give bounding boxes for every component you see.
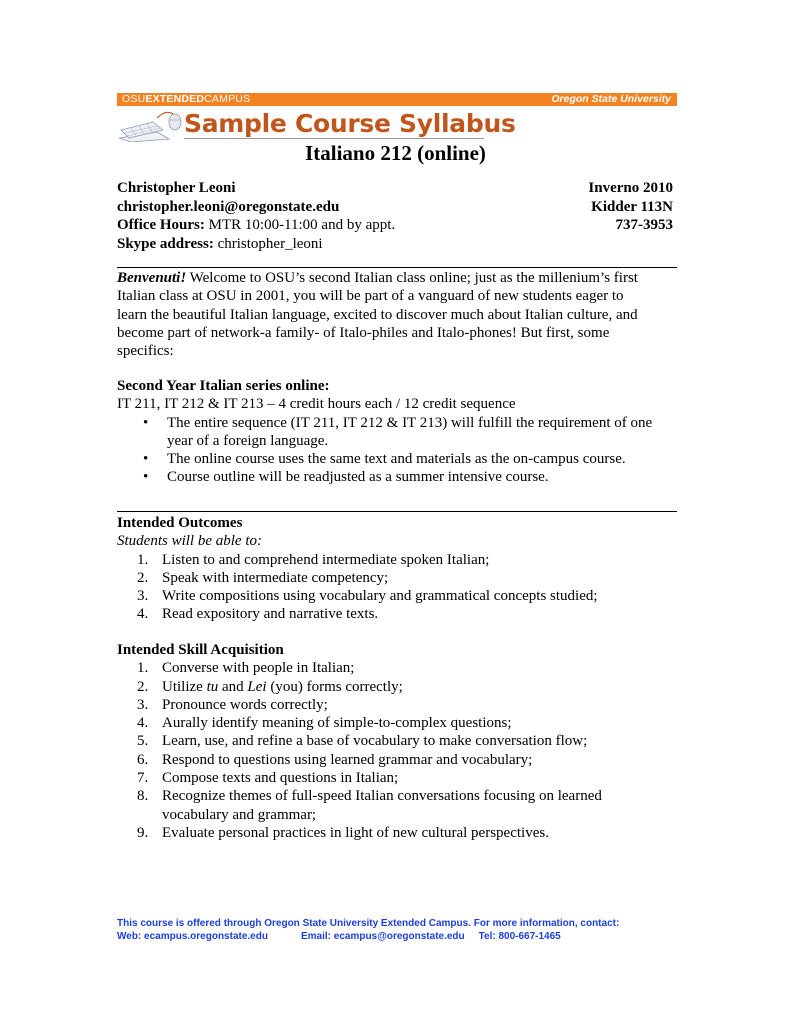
welcome-line: learn the beautiful Italian language, excited to discover much about Italian culture, and bbox=[117, 306, 638, 323]
list-item: 4. Aurally identify meaning of simple-to-complex questions; bbox=[137, 715, 512, 732]
welcome-line: Italian class at OSU in 2001, you will be part of a vanguard of new students eager to bbox=[117, 288, 624, 305]
list-item: 3. Write compositions using vocabulary and grammatical concepts studied; bbox=[137, 588, 598, 605]
footer-line: This course is offered through Oregon State University Extended Campus. For more information, contact: bbox=[117, 918, 620, 929]
keyboard-mouse-icon bbox=[117, 108, 185, 142]
skype-address: Skype address: christopher_leoni bbox=[117, 235, 323, 252]
series-bullet-list bbox=[117, 414, 677, 487]
osu-extended-campus-logo: OSUEXTENDEDCAMPUS bbox=[122, 93, 251, 105]
welcome-line: specifics: bbox=[117, 343, 174, 360]
welcome-paragraph bbox=[117, 269, 677, 360]
welcome-greeting: Benvenuti! bbox=[117, 270, 187, 286]
bullet-icon: • bbox=[143, 414, 149, 431]
skills-section bbox=[117, 641, 677, 842]
title-underline bbox=[184, 138, 484, 139]
list-item: 2. Utilize tu and Lei (you) forms correctly; bbox=[137, 678, 403, 695]
outcomes-heading: Intended Outcomes bbox=[117, 515, 243, 531]
bullet-icon: • bbox=[143, 451, 149, 468]
outcomes-section bbox=[117, 514, 677, 624]
skills-heading: Intended Skill Acquisition bbox=[117, 642, 284, 658]
list-item: • The entire sequence (IT 211, IT 212 & IT 213) will fulfill the requirement of one year of a foreign language. bbox=[143, 414, 653, 449]
skills-list bbox=[117, 659, 677, 842]
list-item: 1. Converse with people in Italian; bbox=[137, 660, 355, 677]
office-room: Kidder 113N bbox=[591, 198, 673, 215]
list-item: 5. Learn, use, and refine a base of vocabulary to make conversation flow; bbox=[137, 733, 588, 750]
list-item: 4. Read expository and narrative texts. bbox=[137, 606, 379, 623]
list-item: 6. Respond to questions using learned grammar and vocabulary; bbox=[137, 751, 533, 768]
instructor-email: christopher.leoni@oregonstate.edu bbox=[117, 198, 340, 215]
oregon-state-university-logo: Oregon State University bbox=[551, 93, 671, 105]
footer-web-link[interactable]: Web: ecampus.oregonstate.edu bbox=[117, 931, 268, 942]
sample-course-syllabus-title: Sample Course Syllabus bbox=[184, 109, 516, 138]
list-item: 1. Listen to and comprehend intermediate spoken Italian; bbox=[137, 551, 490, 568]
welcome-line: become part of network-a family- of Italo-philes and Italo-phones! But first, some bbox=[117, 324, 610, 341]
list-item: 9. Evaluate personal practices in light of new cultural perspectives. bbox=[137, 824, 549, 841]
phone-number: 737-3953 bbox=[615, 217, 673, 233]
outcomes-list bbox=[117, 551, 677, 624]
footer-email-link[interactable]: Email: ecampus@oregonstate.edu bbox=[300, 931, 465, 942]
welcome-line: Welcome to OSU’s second Italian class online; just as the millenium’s first bbox=[186, 270, 638, 286]
list-item: • The online course uses the same text and materials as the on-campus course. bbox=[143, 451, 626, 468]
instructor-info bbox=[117, 179, 673, 253]
outcomes-subheading: Students will be able to: bbox=[117, 533, 262, 550]
footer-contacts bbox=[117, 930, 677, 943]
term: Inverno 2010 bbox=[588, 180, 673, 196]
section-divider bbox=[117, 267, 677, 268]
list-item: 8. Recognize themes of full-speed Italian conversations focusing on learned vocabulary and grammar; bbox=[137, 788, 602, 823]
series-section bbox=[117, 377, 677, 487]
bullet-icon: • bbox=[143, 469, 149, 486]
contact-footer bbox=[117, 917, 677, 943]
series-heading: Second Year Italian series online: bbox=[117, 378, 330, 394]
section-divider bbox=[117, 511, 677, 512]
list-item: • Course outline will be readjusted as a summer intensive course. bbox=[143, 469, 549, 486]
series-summary: IT 211, IT 212 & IT 213 – 4 credit hours each / 12 credit sequence bbox=[117, 396, 516, 413]
course-title: Italiano 212 (online) bbox=[305, 141, 486, 165]
footer-phone: Tel: 800-667-1465 bbox=[478, 931, 561, 942]
office-hours: Office Hours: MTR 10:00-11:00 and by appt. bbox=[117, 217, 396, 233]
instructor-name: Christopher Leoni bbox=[117, 180, 236, 196]
list-item: 2. Speak with intermediate competency; bbox=[137, 569, 389, 586]
list-item: 7. Compose texts and questions in Italian; bbox=[137, 770, 399, 787]
list-item: 3. Pronounce words correctly; bbox=[137, 696, 328, 713]
